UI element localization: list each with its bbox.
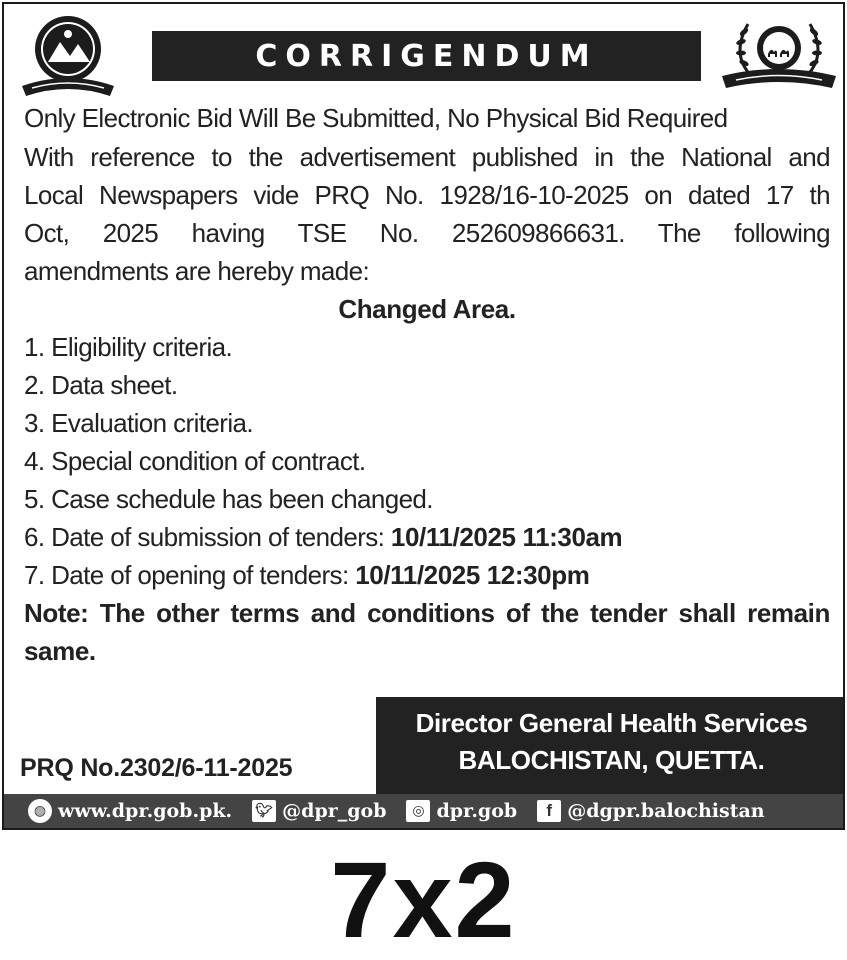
signature-title: Director General Health Services (415, 708, 808, 738)
document-title: CORRIGENDUM (152, 31, 701, 81)
list-item-label: 7. Date of opening of tenders: (24, 560, 356, 590)
website-link[interactable]: www.dpr.gob.pk. (58, 800, 233, 822)
footer-twitter[interactable] (252, 800, 386, 822)
signature-location: BALOCHISTAN, QUETTA. (458, 745, 765, 775)
signature-block (376, 697, 845, 797)
paragraph-line: With reference to the advertisement published in the National and (24, 142, 830, 172)
list-item (24, 518, 830, 556)
list-item: 4. Special condition of contract. (24, 446, 366, 476)
instagram-handle[interactable]: dpr.gob (436, 800, 518, 822)
twitter-icon: 🐦︎ (252, 800, 276, 822)
list-item (24, 556, 830, 594)
note-line: Note: The other terms and conditions of the tender shall remain (24, 598, 830, 628)
intro-line: Only Electronic Bid Will Be Submitted, No Physical Bid Required (24, 103, 728, 133)
balochistan-emblem-icon (14, 12, 124, 100)
list-item: 3. Evaluation criteria. (24, 408, 253, 438)
facebook-icon: f (537, 800, 561, 822)
dgpr-emblem-icon (718, 12, 840, 92)
paragraph-line: Local Newspapers vide PRQ No. 1928/16-10-2025 on dated 17 th (24, 180, 830, 210)
note-line: same. (24, 636, 96, 666)
twitter-handle[interactable]: @dpr_gob (282, 800, 387, 822)
footer-bar (4, 794, 843, 828)
paragraph-line: amendments are hereby made: (24, 256, 370, 286)
list-item: 5. Case schedule has been changed. (24, 484, 433, 514)
section-heading: Changed Area. (338, 294, 516, 324)
advertisement-frame (2, 2, 845, 830)
submission-date: 10/11/2025 11:30am (390, 522, 623, 552)
footer-website[interactable] (28, 799, 232, 823)
instagram-icon: ◎ (406, 800, 430, 822)
footer-facebook[interactable] (537, 800, 764, 822)
footer-instagram[interactable] (406, 800, 517, 822)
ad-size-code: 7x2 (330, 839, 517, 960)
list-item-label: 6. Date of submission of tenders: (24, 522, 391, 552)
list-item: 1. Eligibility criteria. (24, 332, 233, 362)
prq-number: PRQ No.2302/6-11-2025 (20, 754, 293, 782)
list-item: 2. Data sheet. (24, 370, 178, 400)
facebook-handle[interactable]: @dgpr.balochistan (567, 800, 765, 822)
opening-date: 10/11/2025 12:30pm (355, 560, 590, 590)
paragraph-line: Oct, 2025 having TSE No. 252609866631. The following (24, 218, 830, 248)
globe-icon: ◍ (28, 799, 52, 823)
